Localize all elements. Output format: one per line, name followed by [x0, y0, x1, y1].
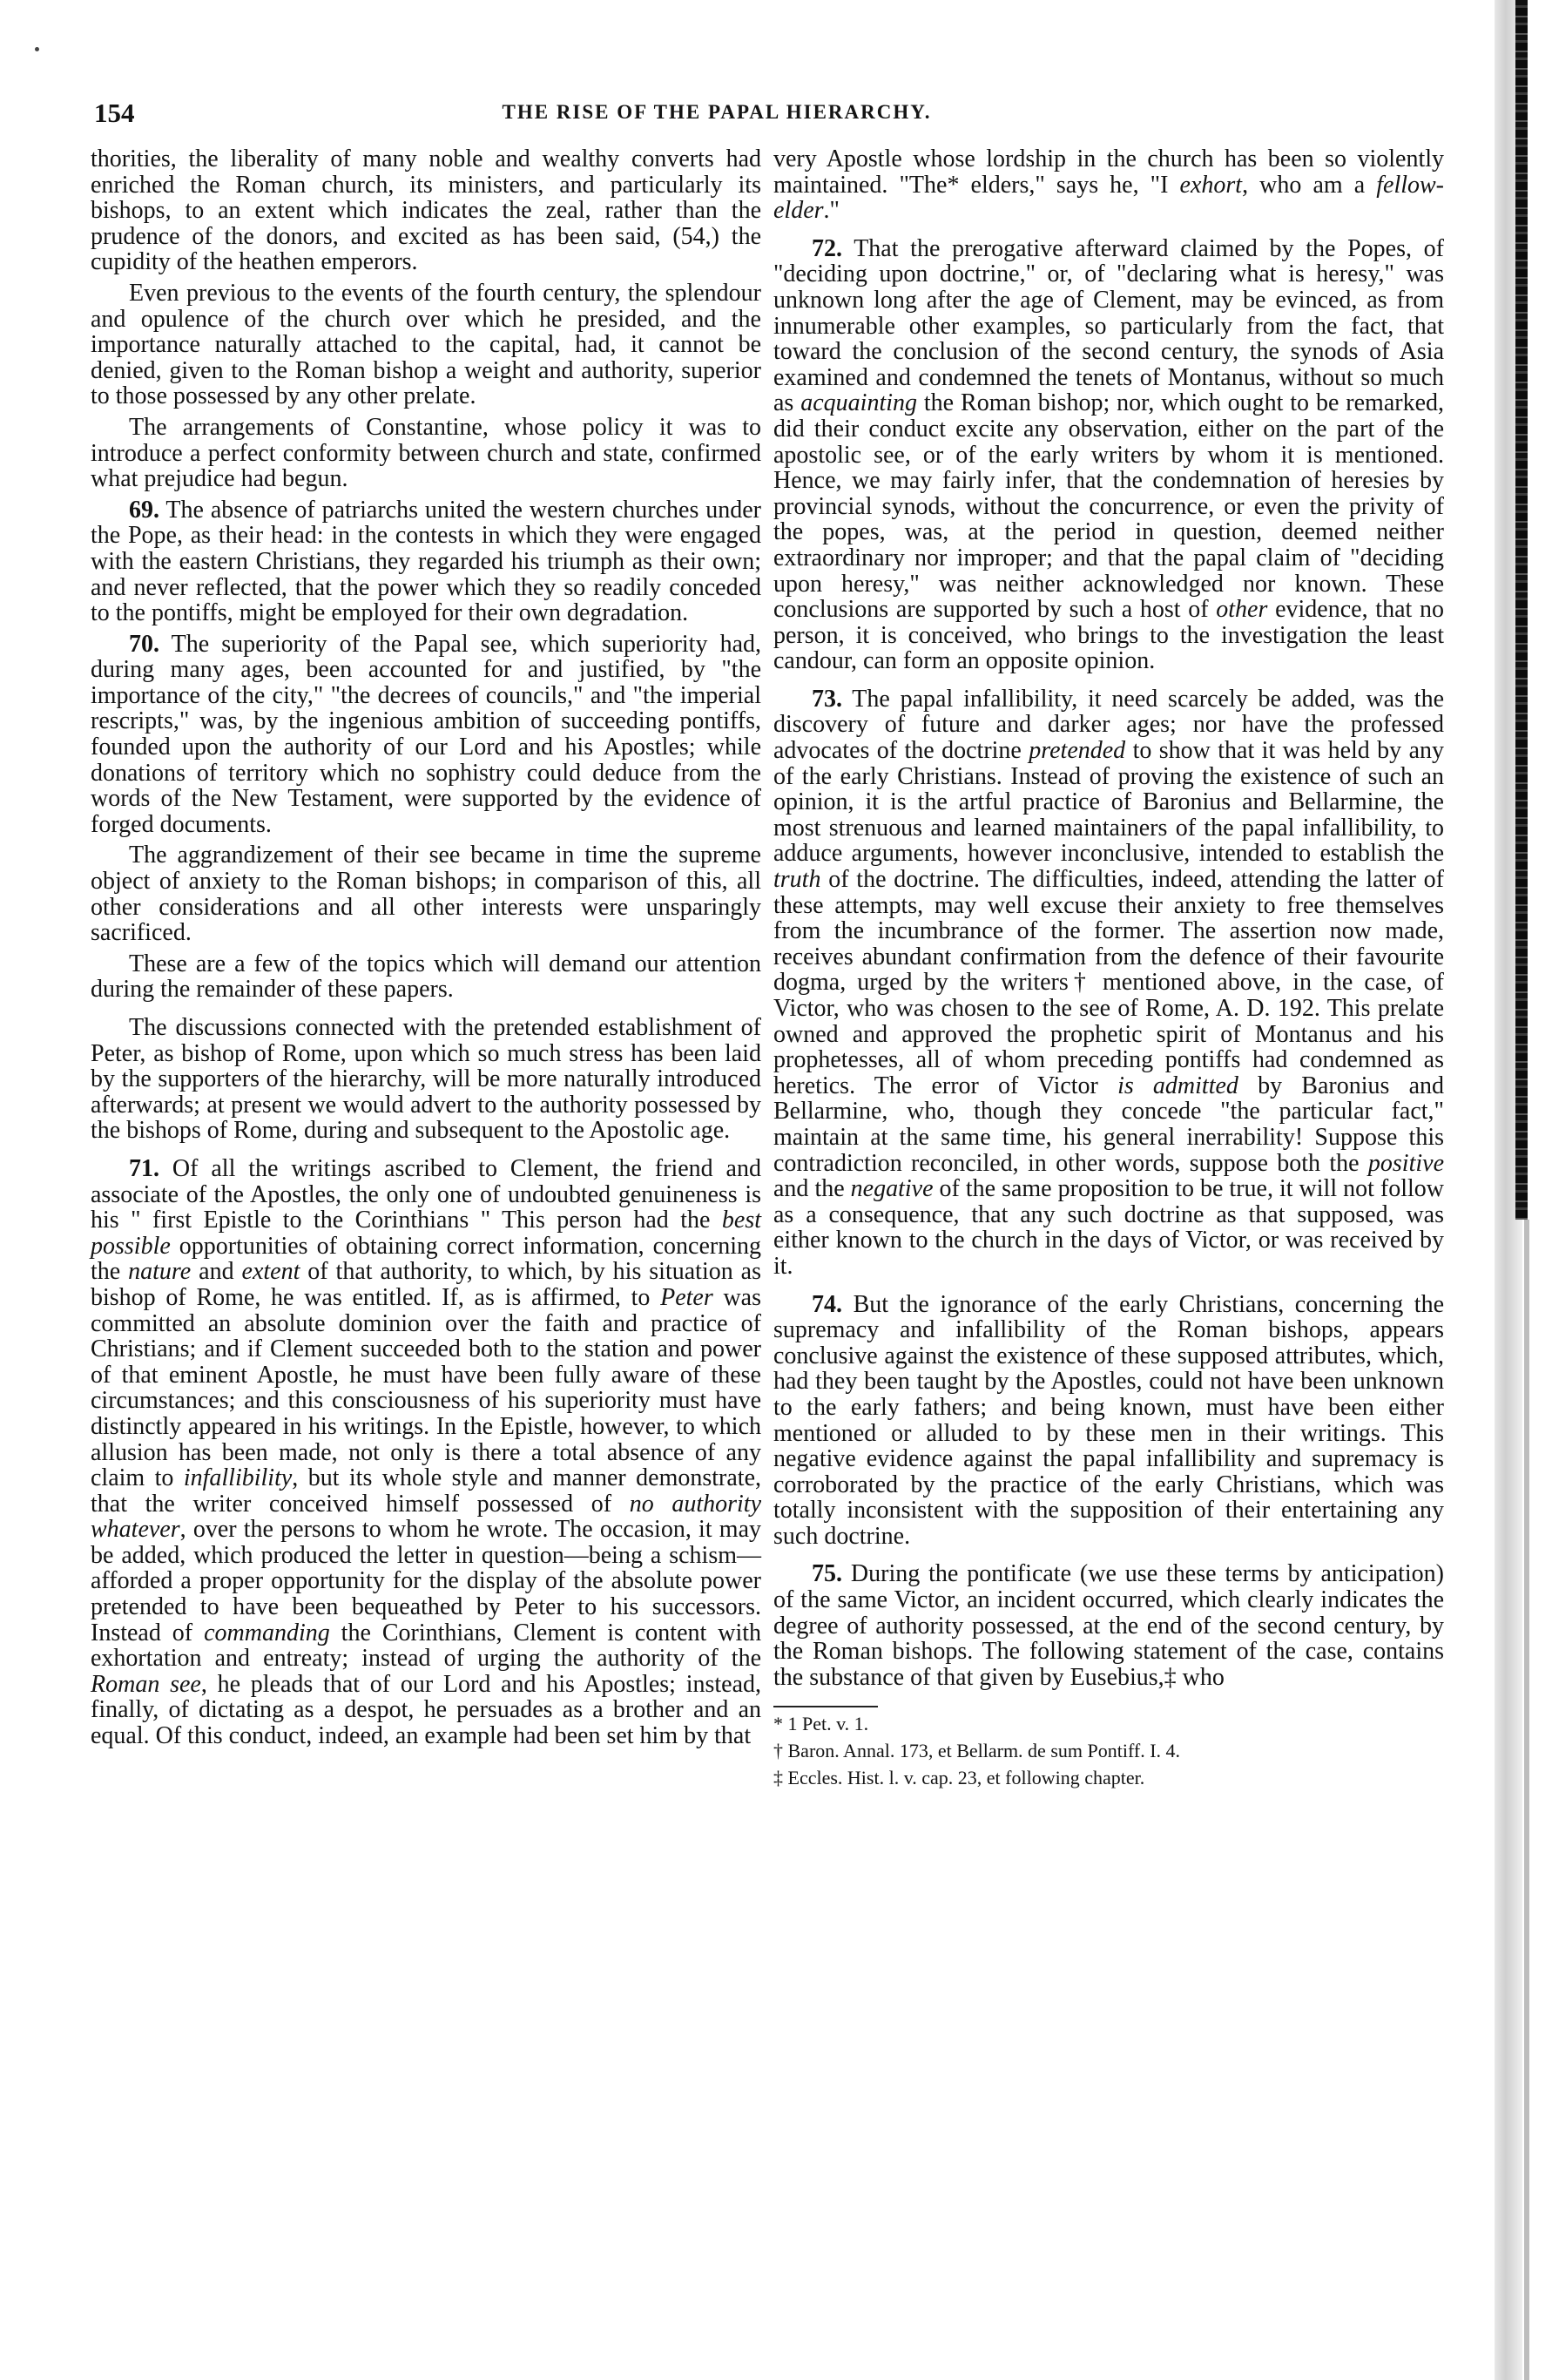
section-number: 70.	[129, 630, 159, 658]
paragraph-text: But the ignorance of the early Christians, concerning the supremacy and infallibility of the Roman bishops, appears conclusive against the existence of these supposed attributes, which, had they been taught by the Apostles, could not have been unknown to the early fathers; and being known, must have been either mentioned or alluded to by these men in their writings. This negative evidence against the papal infallibility and supremacy is corroborated by the practice of the early Christians, which was totally inconsistent with the supposition of their entertaining any such doctrine.	[773, 1290, 1444, 1550]
paragraph	[91, 1156, 761, 1749]
paragraph	[773, 146, 1444, 224]
italic-run: acquainting	[800, 389, 917, 417]
italic-run: commanding	[204, 1619, 330, 1646]
text-run: and the	[773, 1175, 851, 1203]
text-run: of the same proposition to be true, it will not follow as a consequence, that any such doctrine as that supposed, was either known to the church in the days of Victor, or was received by it.	[773, 1175, 1445, 1280]
paragraph	[773, 1292, 1444, 1550]
italic-run: nature	[128, 1258, 192, 1286]
text-run: That the prerogative afterward claimed by the Popes, of "deciding upon doctrine," or, of "declaring what is heresy," was unknown long after the age of Clement, may be evinced, as from innumerable other examples, so particularly from the fact, that toward the conclusion of the second century, the synods of Asia examined and condemned the tenets of Montanus, without so much as	[773, 234, 1444, 417]
section-number: 69.	[129, 496, 159, 524]
text-run: The papal infallibility, it need scarcely be added, was the discovery of future and darker ages; nor have the professed advocates of the doctrine	[773, 685, 1444, 765]
page-number: 154	[94, 98, 135, 128]
paragraph: thorities, the liberality of many noble and wealthy converts had enriched the Roman church, its ministers, and particularly its bishops, to an extent which indicates the zeal, rather than the prudence of the donors, and excited as has been said, (54,) the cupidity of the heathen emperors.	[91, 145, 761, 276]
paragraph	[91, 497, 761, 626]
left-column	[91, 146, 761, 1755]
text-run: , who am a	[1242, 171, 1377, 199]
paragraph: The arrangements of Constantine, whose policy it was to introduce a perfect conformity between church and state, confirmed what prejudice had begun.	[91, 413, 761, 493]
section-number: 71.	[129, 1154, 159, 1182]
italic-run: pretended	[1029, 737, 1126, 765]
paragraph: The aggrandizement of their see became in time the supreme object of anxiety to the Roman bishops; in comparison of this, all other considerations and all other interests were unsparingly sacrificed.	[91, 842, 761, 947]
text-run: opportunities of obtaining correct information, concerning the	[91, 1232, 761, 1286]
section-number: 73.	[812, 685, 842, 713]
scan-edge-binding	[1515, 0, 1528, 1220]
paragraph	[773, 1561, 1444, 1690]
text-run: Of all the writings ascribed to Clement, the friend and associate of the Apostles, the only one of undoubted genuineness is his " first Epistle to the Corinthians " This person had the	[91, 1154, 761, 1234]
text-run: very Apostle whose lordship in the church has been so violently maintained. "The* elders," says he, "I	[773, 145, 1444, 199]
paragraph	[91, 632, 761, 838]
scan-edge-line	[1524, 1220, 1529, 2380]
section-number: 75.	[812, 1560, 842, 1588]
text-run: , over the persons to whom he wrote. The occasion, it may be added, which produced the letter in question—being a schism—afforded a proper opportunity for the display of the absolute power pretended to have been bequeathed by Peter to his successors. Instead of	[91, 1516, 761, 1646]
italic-run: infallibility	[183, 1464, 293, 1492]
right-column	[773, 146, 1444, 1794]
text-run: , but its whole style and manner demonstrate, that the writer conceived himself possessed of	[91, 1464, 761, 1518]
running-title: THE RISE OF THE PAPAL HIERARCHY.	[502, 101, 932, 123]
text-run: was committed an absolute dominion over the faith and practice of Christians; and if Clement succeeded both to the station and power of that eminent Apostle, he must have been fully aware of these circumstances; and this consciousness of his superiority must have distinctly appeared in his writings. In the Epistle, however, to which allusion has been made, not only is there a total absence of any claim to	[91, 1283, 762, 1492]
text-run: the Roman bishop; nor, which ought to be remarked, did their conduct excite any observation, either on the part of the apostolic see, or of the early writers by whom it is mentioned. Hence, we may fairly infer, that the condemnation of heresies by provincial synods, without the concurrence, or even the privity of the popes, was, at the period in question, deemed neither extraordinary nor improper; and that the papal claim of "deciding upon heresy," was neither acknowledged nor known. These conclusions are supported by such a host of	[773, 389, 1445, 624]
footnote-rule	[773, 1706, 878, 1707]
text-run: and	[191, 1258, 242, 1286]
italic-run: other	[1216, 596, 1268, 624]
text-run: of that authority, to which, by his situation as bishop of Rome, he was entitled. If, as is affirmed, to	[91, 1258, 761, 1311]
text-run: by Baronius and Bellarmine, who, though they concede "the particular fact," maintain at the same time, his general inerrability! Suppose this contradiction reconciled, in other words, suppose both the	[773, 1072, 1445, 1177]
italic-run: truth	[773, 866, 821, 894]
footnote: † Baron. Annal. 173, et Bellarm. de sum Pontiff. I. 4.	[773, 1740, 1181, 1762]
paragraph: Even previous to the events of the fourth century, the splendour and opulence of the church over which he presided, and the importance naturally attached to the capital, had, it cannot be denied, given to the Roman bishop a weight and authority, superior to those possessed by any other prelate.	[91, 279, 761, 410]
italic-run: fellow-elder	[773, 171, 1444, 225]
italic-run: extent	[241, 1258, 300, 1286]
text-run: ."	[823, 197, 840, 225]
scan-edge-strip	[1472, 0, 1552, 2380]
paragraph-text: During the pontificate (we use these terms by anticipation) of the same Victor, an incident occurred, which clearly indicates the degree of authority possessed, at the end of the second century, by the Roman bishops. The following statement of the case, contains the substance of that given by Eusebius,‡ who	[773, 1560, 1445, 1691]
text-run: , he pleads that of our Lord and his Apostles; instead, finally, of dictating as a despot, he persuades as a brother and an equal. Of this conduct, indeed, an example had been set him by that	[91, 1670, 761, 1750]
paragraph: These are a few of the topics which will demand our attention during the remainder of these papers.	[91, 950, 761, 1004]
footnote: * 1 Pet. v. 1.	[773, 1713, 869, 1735]
italic-run: Roman see	[91, 1670, 201, 1698]
italic-run: is admitted	[1117, 1072, 1238, 1099]
section-number: 74.	[812, 1290, 842, 1318]
italic-run: negative	[850, 1175, 934, 1203]
italic-run: Peter	[660, 1283, 713, 1311]
text-run: the Corinthians, Clement is content with exhortation and entreaty; instead of urging the authority of the	[91, 1619, 762, 1673]
paragraph-text: The absence of patriarchs united the western churches under the Pope, as their head: in the contests in which they were engaged with the eastern Christians, they regarded his triumph as their own; and never reflected, that the power which they so readily conceded to the pontiffs, might be employed for their own degradation.	[91, 496, 762, 627]
text-run: to show that it was held by any of the early Christians. Instead of proving the existence of such an opinion, it is the artful practice of Baronius and Bellarmine, the most strenuous and learned maintainers of the papal infallibility, to adduce arguments, however inconclusive, intended to establish the	[773, 737, 1445, 868]
paragraph-text: The superiority of the Papal see, which superiority had, during many ages, been accounted for and justified, by "the importance of the city," "the decrees of councils," and "the imperial rescripts," was, by the ingenious ambition of succeeding pontiffs, founded upon the authority of our Lord and his Apostles; while donations of territory which no sophistry could deduce from the words of the New Testament, were supported by the evidence of forged documents.	[91, 630, 761, 838]
scan-speck	[35, 47, 39, 51]
paragraph	[773, 236, 1444, 674]
italic-run: best possible	[91, 1207, 761, 1260]
section-number: 72.	[812, 234, 842, 262]
paragraph	[773, 686, 1444, 1280]
italic-run: no authority whatever	[91, 1490, 761, 1544]
text-run: of the doctrine. The difficulties, indeed, attending the latter of these attempts, may well excuse their anxiety to free themselves from the incumbrance of the former. The assertion now made, receives abundant confirmation from the defence of their favourite dogma, urged by the writers† mentioned above, in the case, of Victor, who was chosen to the see of Rome, A. D. 192. This prelate owned and approved the prophetic spirit of Montanus and his prophetesses, all of whom preceding pontiffs had condemned as heretics. The error of Victor	[773, 866, 1444, 1099]
text-run: evidence, that no person, it is conceived, who brings to the investigation the least candour, can form an opposite opinion.	[773, 596, 1444, 675]
italic-run: positive	[1367, 1149, 1444, 1177]
page-header	[94, 98, 1339, 129]
footnote: ‡ Eccles. Hist. l. v. cap. 23, et following chapter.	[773, 1767, 1145, 1789]
paragraph: The discussions connected with the pretended establishment of Peter, as bishop of Rome, upon which so much stress has been laid by the supporters of the hierarchy, will be more naturally introduced afterwards; at present we would advert to the authority possessed by the bishops of Rome, during and subsequent to the Apostolic age.	[91, 1014, 761, 1145]
italic-run: exhort	[1179, 171, 1243, 199]
